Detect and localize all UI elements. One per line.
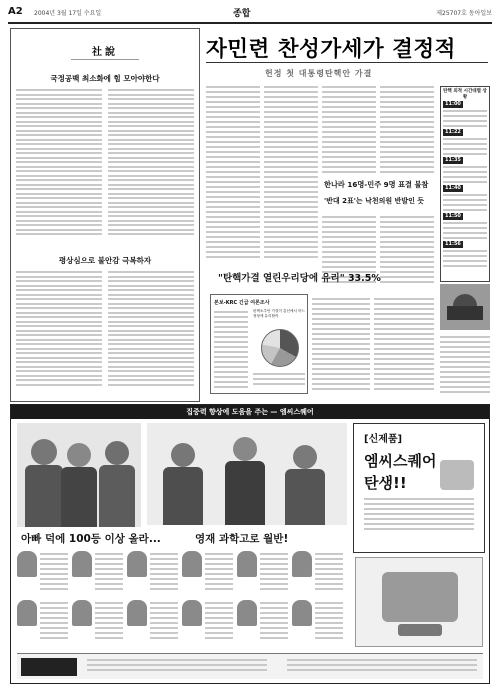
timeline-entry [443,129,489,157]
timeline-entry [443,157,489,185]
person-figure [31,439,57,465]
article-col-3 [322,86,376,176]
second-headline-2: '반대 2표'는 낙천의원 반발인 듯 [324,197,425,205]
testimonial-card [182,551,234,597]
editorial-title-2: 평상심으로 불안감 극복하자 [58,256,152,265]
ad-bottom-strip [17,653,483,679]
editorial-text-1b [108,89,194,238]
editorial-title-1: 국정공백 최소화에 힘 모아야한다 [50,74,160,83]
ad-middle-headline: 영재 과학고로 월반! [195,533,289,545]
timeline-entry [443,185,489,213]
person-figure [67,443,91,467]
portrait-photo [72,551,92,577]
article-col-2 [264,86,318,261]
testimonial-card [292,551,344,597]
page-number: A2 [8,6,23,17]
masthead [8,6,492,20]
timeline-time: 11:00 [445,101,461,107]
timeline-time: 11:22 [445,129,461,135]
dome [453,294,477,306]
testimonial-card [237,600,289,646]
testimonial-card [237,551,289,597]
testimonial-grid [17,551,347,649]
ad-section [10,404,490,684]
main-headline: 자민련 찬성가세가 결정적 [206,37,456,62]
poll-chart-title: 탄핵소추안 가결이 총선에서 어느 정당에 유리할까 [253,309,306,318]
ad-bottom-logo [21,658,77,676]
editorial-text-2a [16,271,102,388]
testimonial-card [127,600,179,646]
portrait-photo [127,551,147,577]
article-col-8 [374,298,434,393]
article-col-1 [206,86,260,261]
testimonial-card [292,600,344,646]
ad-new-product-tag: [신제품] [364,434,403,445]
testimonial-card [127,551,179,597]
timeline-entry [443,101,489,129]
ad-brand-name: 엠씨스퀘어 [364,452,437,470]
ad-left-headline: 아빠 덕에 100등 이상 올라... [21,533,161,545]
masthead-rule [8,22,492,24]
editorial-header: 社說 [92,47,118,58]
editorial-text-2b [108,271,194,388]
ad-launch-text: 탄생!! [364,474,407,492]
section-label: 종합 [233,9,251,19]
article-col-7 [312,298,370,393]
timeline-sidebar [440,86,490,282]
issue-date: 2004년 3월 17일 수요일 [34,10,102,17]
second-headline-1: 한나라 16명-민주 9명 표결 불참 [324,180,429,189]
article-col-9 [440,336,490,396]
ad-top-banner: 집중력 향상에 도움을 주는 — 엠씨스퀘어 [11,405,489,419]
person-figure [293,445,317,469]
person-figure [171,443,195,467]
headline-underline [206,62,488,63]
timeline-time: 11:50 [445,213,461,219]
testimonial-card [17,600,69,646]
timeline-time: 11:56 [445,241,461,247]
testimonial-card [72,551,124,597]
portrait-photo [72,600,92,626]
poll-quote-headline: "탄핵가결 열린우리당에 유리" 33.5% [218,273,381,284]
timeline-time: 11:35 [445,157,461,163]
portrait-photo [182,600,202,626]
product-device-image [440,460,474,490]
person-figure [105,441,129,465]
ad-product-photo [355,557,483,647]
parliament-photo [440,284,490,330]
main-subhead: 헌정 첫 대통령탄핵안 가결 [265,68,373,78]
testimonial-card [17,551,69,597]
poll-pie-chart [261,329,299,367]
ad-middle-photo [147,423,347,525]
timeline-title: 탄핵 외적 시간대별 상황 [443,89,487,100]
person-figure [233,437,257,461]
article-col-4 [380,86,434,176]
portrait-photo [17,600,37,626]
timeline-entry [443,213,489,241]
testimonial-card [72,600,124,646]
portrait-photo [127,600,147,626]
portrait-photo [182,551,202,577]
poll-box [210,294,308,394]
poll-box-title: 본보-KRC 긴급 여론조사 [214,300,270,306]
timeline-list [443,101,489,269]
timeline-time: 11:40 [445,185,461,191]
ad-right-block [353,423,485,553]
portrait-photo [17,551,37,577]
portrait-photo [237,551,257,577]
ad-left-photo [17,423,141,527]
portrait-photo [292,600,312,626]
paper-name: 제25707호 동아일보 [436,10,492,17]
timeline-entry [443,241,489,269]
portrait-photo [237,600,257,626]
testimonial-card [182,600,234,646]
editorial-text-1a [16,89,102,238]
editorial-column [10,28,200,402]
portrait-photo [292,551,312,577]
